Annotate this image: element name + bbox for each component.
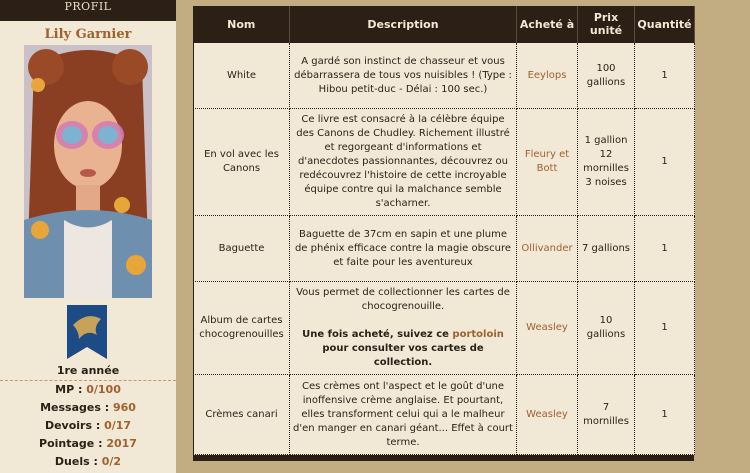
- school-year: 1re année: [56, 364, 120, 377]
- table-row: [194, 216, 695, 282]
- cell-achete-a[interactable]: Ollivander: [517, 216, 578, 282]
- header-quantite: Quantité: [635, 6, 695, 43]
- table-row: [194, 109, 695, 216]
- cell-nom: Crèmes canari: [194, 375, 290, 455]
- cell-description: Baguette de 37cm en sapin et une plume de phénix efficace contre la magie obscure et faite pour les aventureux: [290, 216, 517, 282]
- inventory-table-container: [193, 6, 694, 461]
- cell-nom: Album de cartes chocogrenouilles: [194, 282, 290, 375]
- table-row: [194, 375, 695, 455]
- cell-achete-a[interactable]: Weasley: [517, 282, 578, 375]
- cell-prix: 1 gallion 12 mornilles 3 noises: [578, 109, 635, 216]
- username[interactable]: Lily Garnier: [44, 27, 132, 42]
- cell-achete-a[interactable]: Fleury et Bott: [517, 109, 578, 216]
- profile-header: [0, 0, 176, 21]
- table-row: [194, 282, 695, 375]
- cell-description: Ce livre est consacré à la célèbre équipe des Canons de Chudley. Richement illustré et regorgeant d'informations et d'anecdotes passionnantes, découvrez ou redécouvrez l'histoire de cette incroyable équipe contre qui la malchance semble s'acharner.: [290, 109, 517, 216]
- stat-mp: MP : 0/100: [55, 383, 121, 396]
- stat-duels: Duels : 0/2: [54, 455, 122, 468]
- cell-quantite: 1: [635, 43, 695, 109]
- profile-header-label: PROFIL: [64, 0, 112, 13]
- cell-prix: 7 mornilles: [578, 375, 635, 455]
- profile-stats: [0, 380, 176, 471]
- table-header-row: [194, 6, 695, 43]
- header-description: Description: [290, 6, 517, 43]
- avatar: [24, 45, 152, 298]
- stat-pointage: Pointage : 2017: [39, 437, 137, 450]
- cell-quantite: 1: [635, 216, 695, 282]
- portoloin-link[interactable]: portoloin: [452, 329, 504, 340]
- inventory-table: [193, 6, 695, 455]
- cell-nom: Baguette: [194, 216, 290, 282]
- description-bold-text-2: pour consulter vos cartes de collection.: [322, 343, 484, 368]
- cell-description: Ces crèmes ont l'aspect et le goût d'une inoffensive crème anglaise. Et pourtant, elles transforment celui qui a le malheur d'en manger en canari géant... Effet à court terme.: [290, 375, 517, 455]
- cell-prix: 100 gallions: [578, 43, 635, 109]
- cell-prix: 10 gallions: [578, 282, 635, 375]
- cell-achete-a[interactable]: Eeylops: [517, 43, 578, 109]
- header-nom: Nom: [194, 6, 290, 43]
- cell-quantite: 1: [635, 375, 695, 455]
- cell-nom: En vol avec les Canons: [194, 109, 290, 216]
- house-crest-icon: [67, 305, 107, 359]
- description-text: Vous permet de collectionner les cartes de chocogrenouille.: [296, 287, 510, 312]
- cell-description: A gardé son instinct de chasseur et vous débarrassera de tous vos nuisibles ! (Type : Hibou petit-duc - Délai : 100 sec.): [290, 43, 517, 109]
- cell-prix: 7 gallions: [578, 216, 635, 282]
- stat-messages: Messages : 960: [40, 401, 136, 414]
- header-achete-a: Acheté à: [517, 6, 578, 43]
- stat-devoirs: Devoirs : 0/17: [44, 419, 132, 432]
- profile-sidebar: [0, 0, 176, 473]
- description-bold-text: Une fois acheté, suivez ce: [302, 329, 453, 340]
- cell-nom: White: [194, 43, 290, 109]
- cell-quantite: 1: [635, 109, 695, 216]
- cell-quantite: 1: [635, 282, 695, 375]
- cell-description: [290, 282, 517, 375]
- cell-achete-a[interactable]: Weasley: [517, 375, 578, 455]
- header-prix-unite: Prix unité: [578, 6, 635, 43]
- table-row: [194, 43, 695, 109]
